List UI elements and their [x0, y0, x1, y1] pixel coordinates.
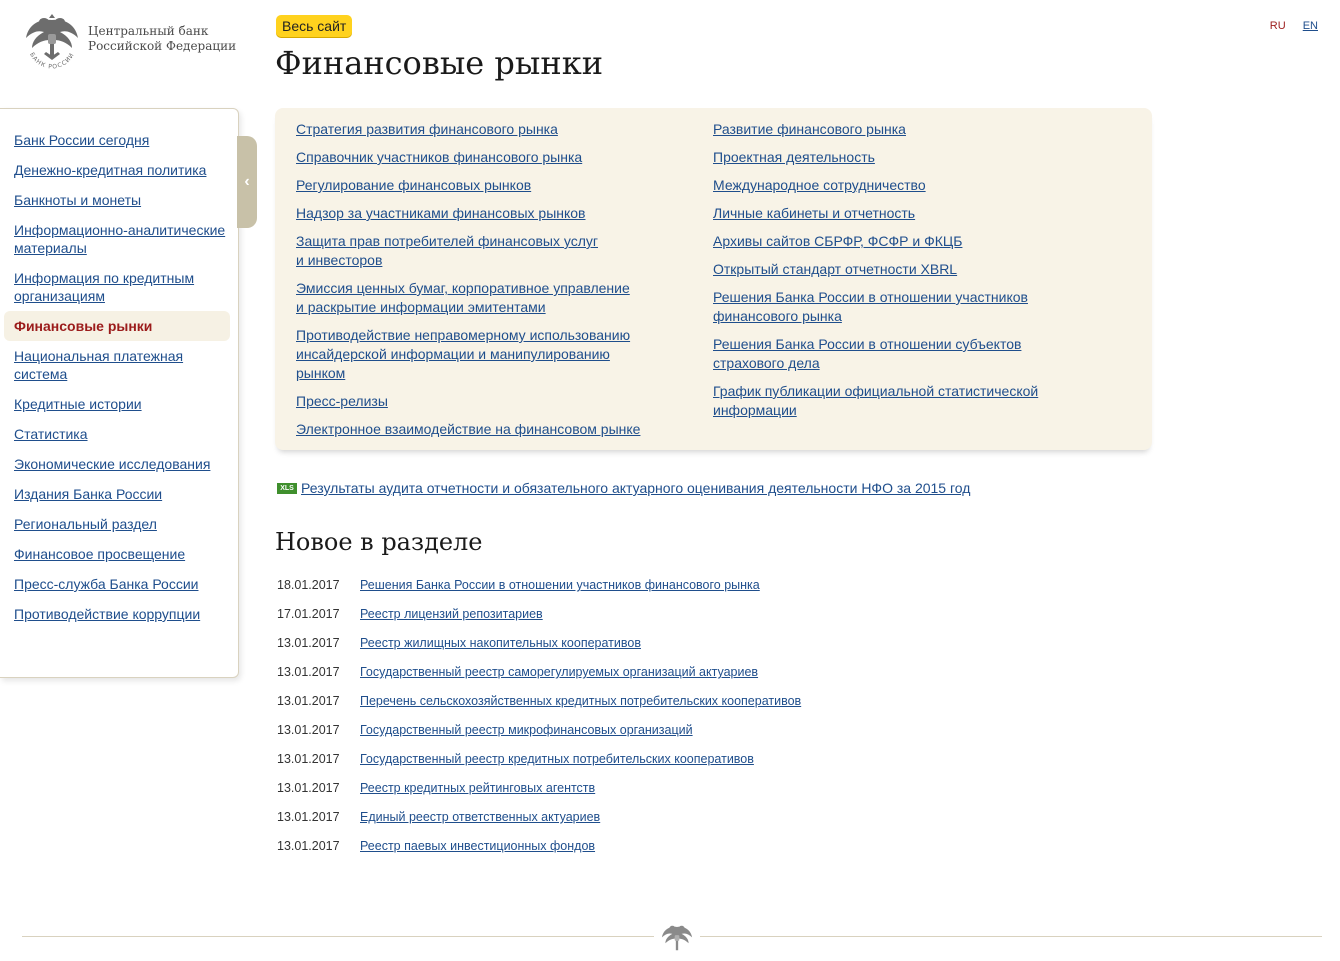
sidebar-item: [0, 263, 238, 311]
sidebar-item: [0, 155, 238, 185]
section-link[interactable]: Стратегия развития финансового рынка: [296, 121, 558, 137]
sidebar-item: [0, 599, 238, 629]
news-date: 13.01.2017: [277, 723, 340, 737]
news-date: 13.01.2017: [277, 781, 340, 795]
section-links-panel: [275, 108, 1152, 450]
bank-logo[interactable]: [22, 8, 242, 72]
section-link[interactable]: Решения Банка России в отношении субъектов страхового дела: [713, 336, 1022, 371]
news-list: [277, 577, 801, 867]
sidebar-item: [0, 389, 238, 419]
news-link[interactable]: Реестр паевых инвестиционных фондов: [360, 839, 596, 853]
page-title: Финансовые рынки: [275, 44, 604, 82]
news-item: [277, 635, 801, 664]
sidebar-item: [0, 539, 238, 569]
news-link[interactable]: Государственный реестр микрофинансовых организаций: [360, 723, 693, 737]
news-item: [277, 606, 801, 635]
section-link[interactable]: Защита прав потребителей финансовых услуг и инвесторов: [296, 233, 598, 268]
chevron-left-icon: ‹: [244, 173, 250, 190]
news-link[interactable]: Решения Банка России в отношении участников финансового рынка: [360, 578, 760, 592]
section-link[interactable]: Регулирование финансовых рынков: [296, 177, 532, 193]
xls-download-row: [277, 480, 970, 496]
sidebar-item-link-active[interactable]: Финансовые рынки: [14, 318, 153, 334]
sidebar-item: [0, 341, 238, 389]
sidebar-item: [0, 125, 238, 155]
sidebar-item: [0, 185, 238, 215]
sidebar-collapse-tab[interactable]: [237, 136, 257, 228]
sidebar-item-link[interactable]: Статистика: [14, 426, 88, 442]
news-section-title: Новое в разделе: [275, 528, 483, 556]
double-headed-eagle-icon: [658, 920, 696, 956]
section-link[interactable]: Решения Банка России в отношении участников финансового рынка: [713, 289, 1028, 324]
sidebar-item-link[interactable]: Экономические исследования: [14, 456, 211, 472]
news-date: 13.01.2017: [277, 810, 340, 824]
section-link[interactable]: График публикации официальной статистической информации: [713, 383, 1039, 418]
footer-eagle-icon: [654, 920, 700, 956]
news-item: [277, 838, 801, 867]
sidebar-item-link[interactable]: Региональный раздел: [14, 516, 157, 532]
sidebar-item-link[interactable]: Информационно-аналитические материалы: [14, 222, 226, 256]
section-link[interactable]: Проектная деятельность: [713, 149, 875, 165]
news-link[interactable]: Реестр кредитных рейтинговых агентств: [360, 781, 596, 795]
section-link[interactable]: Развитие финансового рынка: [713, 121, 906, 137]
news-item: [277, 577, 801, 606]
section-link[interactable]: Международное сотрудничество: [713, 177, 926, 193]
news-date: 13.01.2017: [277, 839, 340, 853]
sidebar-item: [0, 449, 238, 479]
news-item: [277, 664, 801, 693]
section-link[interactable]: Личные кабинеты и отчетность: [713, 205, 916, 221]
news-item: [277, 809, 801, 838]
links-column-right: [713, 120, 1073, 429]
sidebar-item-link[interactable]: Банк России сегодня: [14, 132, 150, 148]
sidebar-item-link[interactable]: Информация по кредитным организациям: [14, 270, 195, 304]
svg-text:БАНК РОССИИ: БАНК РОССИИ: [28, 51, 76, 70]
sidebar-item-link[interactable]: Национальная платежная система: [14, 348, 184, 382]
news-link[interactable]: Государственный реестр кредитных потребительских кооперативов: [360, 752, 754, 766]
sidebar-item-link[interactable]: Противодействие коррупции: [14, 606, 201, 622]
section-link[interactable]: Противодействие неправомерному использованию инсайдерской информации и манипулированию рынком: [296, 327, 631, 381]
news-date: 13.01.2017: [277, 636, 340, 650]
bank-name-line2: Российской Федерации: [88, 39, 237, 53]
section-link[interactable]: Надзор за участниками финансовых рынков: [296, 205, 586, 221]
links-column-left: [296, 120, 656, 448]
sidebar-item: [0, 569, 238, 599]
news-date: 13.01.2017: [277, 694, 340, 708]
sidebar-nav: [0, 108, 239, 678]
double-headed-eagle-emblem-icon: [22, 8, 82, 70]
section-link[interactable]: Архивы сайтов СБРФР, ФСФР и ФКЦБ: [713, 233, 963, 249]
news-item: [277, 693, 801, 722]
bank-name-line1: Центральный банк: [88, 24, 209, 38]
section-link[interactable]: Справочник участников финансового рынка: [296, 149, 583, 165]
sidebar-item-link[interactable]: Издания Банка России: [14, 486, 163, 502]
news-link[interactable]: Перечень сельскохозяйственных кредитных потребительских кооперативов: [360, 694, 802, 708]
sidebar-item-link[interactable]: Пресс-служба Банка России: [14, 576, 199, 592]
sidebar-item: [0, 479, 238, 509]
news-link[interactable]: Единый реестр ответственных актуариев: [360, 810, 601, 824]
section-link[interactable]: Пресс-релизы: [296, 393, 388, 409]
xls-file-icon: XLS: [277, 483, 297, 494]
sidebar-item-link[interactable]: Кредитные истории: [14, 396, 142, 412]
news-link[interactable]: Государственный реестр саморегулируемых организаций актуариев: [360, 665, 759, 679]
language-switcher: [1256, 20, 1318, 32]
sidebar-item-active: [4, 311, 230, 341]
all-site-button[interactable]: Весь сайт: [276, 15, 352, 37]
lang-ru[interactable]: RU: [1269, 20, 1286, 32]
lang-en[interactable]: EN: [1302, 20, 1318, 32]
sidebar-item: [0, 215, 238, 263]
xls-download-link[interactable]: Результаты аудита отчетности и обязательного актуарного оценивания деятельности НФО за 2015 год: [301, 480, 971, 496]
section-link[interactable]: Открытый стандарт отчетности XBRL: [713, 261, 958, 277]
news-item: [277, 780, 801, 809]
news-item: [277, 751, 801, 780]
news-date: 18.01.2017: [277, 578, 340, 592]
bank-name: [88, 24, 236, 54]
sidebar-item: [0, 509, 238, 539]
section-link[interactable]: Электронное взаимодействие на финансовом рынке: [296, 421, 641, 437]
news-date: 13.01.2017: [277, 665, 340, 679]
sidebar-item-link[interactable]: Банкноты и монеты: [14, 192, 142, 208]
sidebar-item-link[interactable]: Финансовое просвещение: [14, 546, 186, 562]
section-link[interactable]: Эмиссия ценных бумаг, корпоративное управление и раскрытие информации эмитентами: [296, 280, 630, 315]
sidebar-item: [0, 419, 238, 449]
news-link[interactable]: Реестр жилищных накопительных кооперативов: [360, 636, 641, 650]
news-link[interactable]: Реестр лицензий репозитариев: [360, 607, 543, 621]
news-date: 13.01.2017: [277, 752, 340, 766]
sidebar-item-link[interactable]: Денежно-кредитная политика: [14, 162, 207, 178]
news-date: 17.01.2017: [277, 607, 340, 621]
news-item: [277, 722, 801, 751]
